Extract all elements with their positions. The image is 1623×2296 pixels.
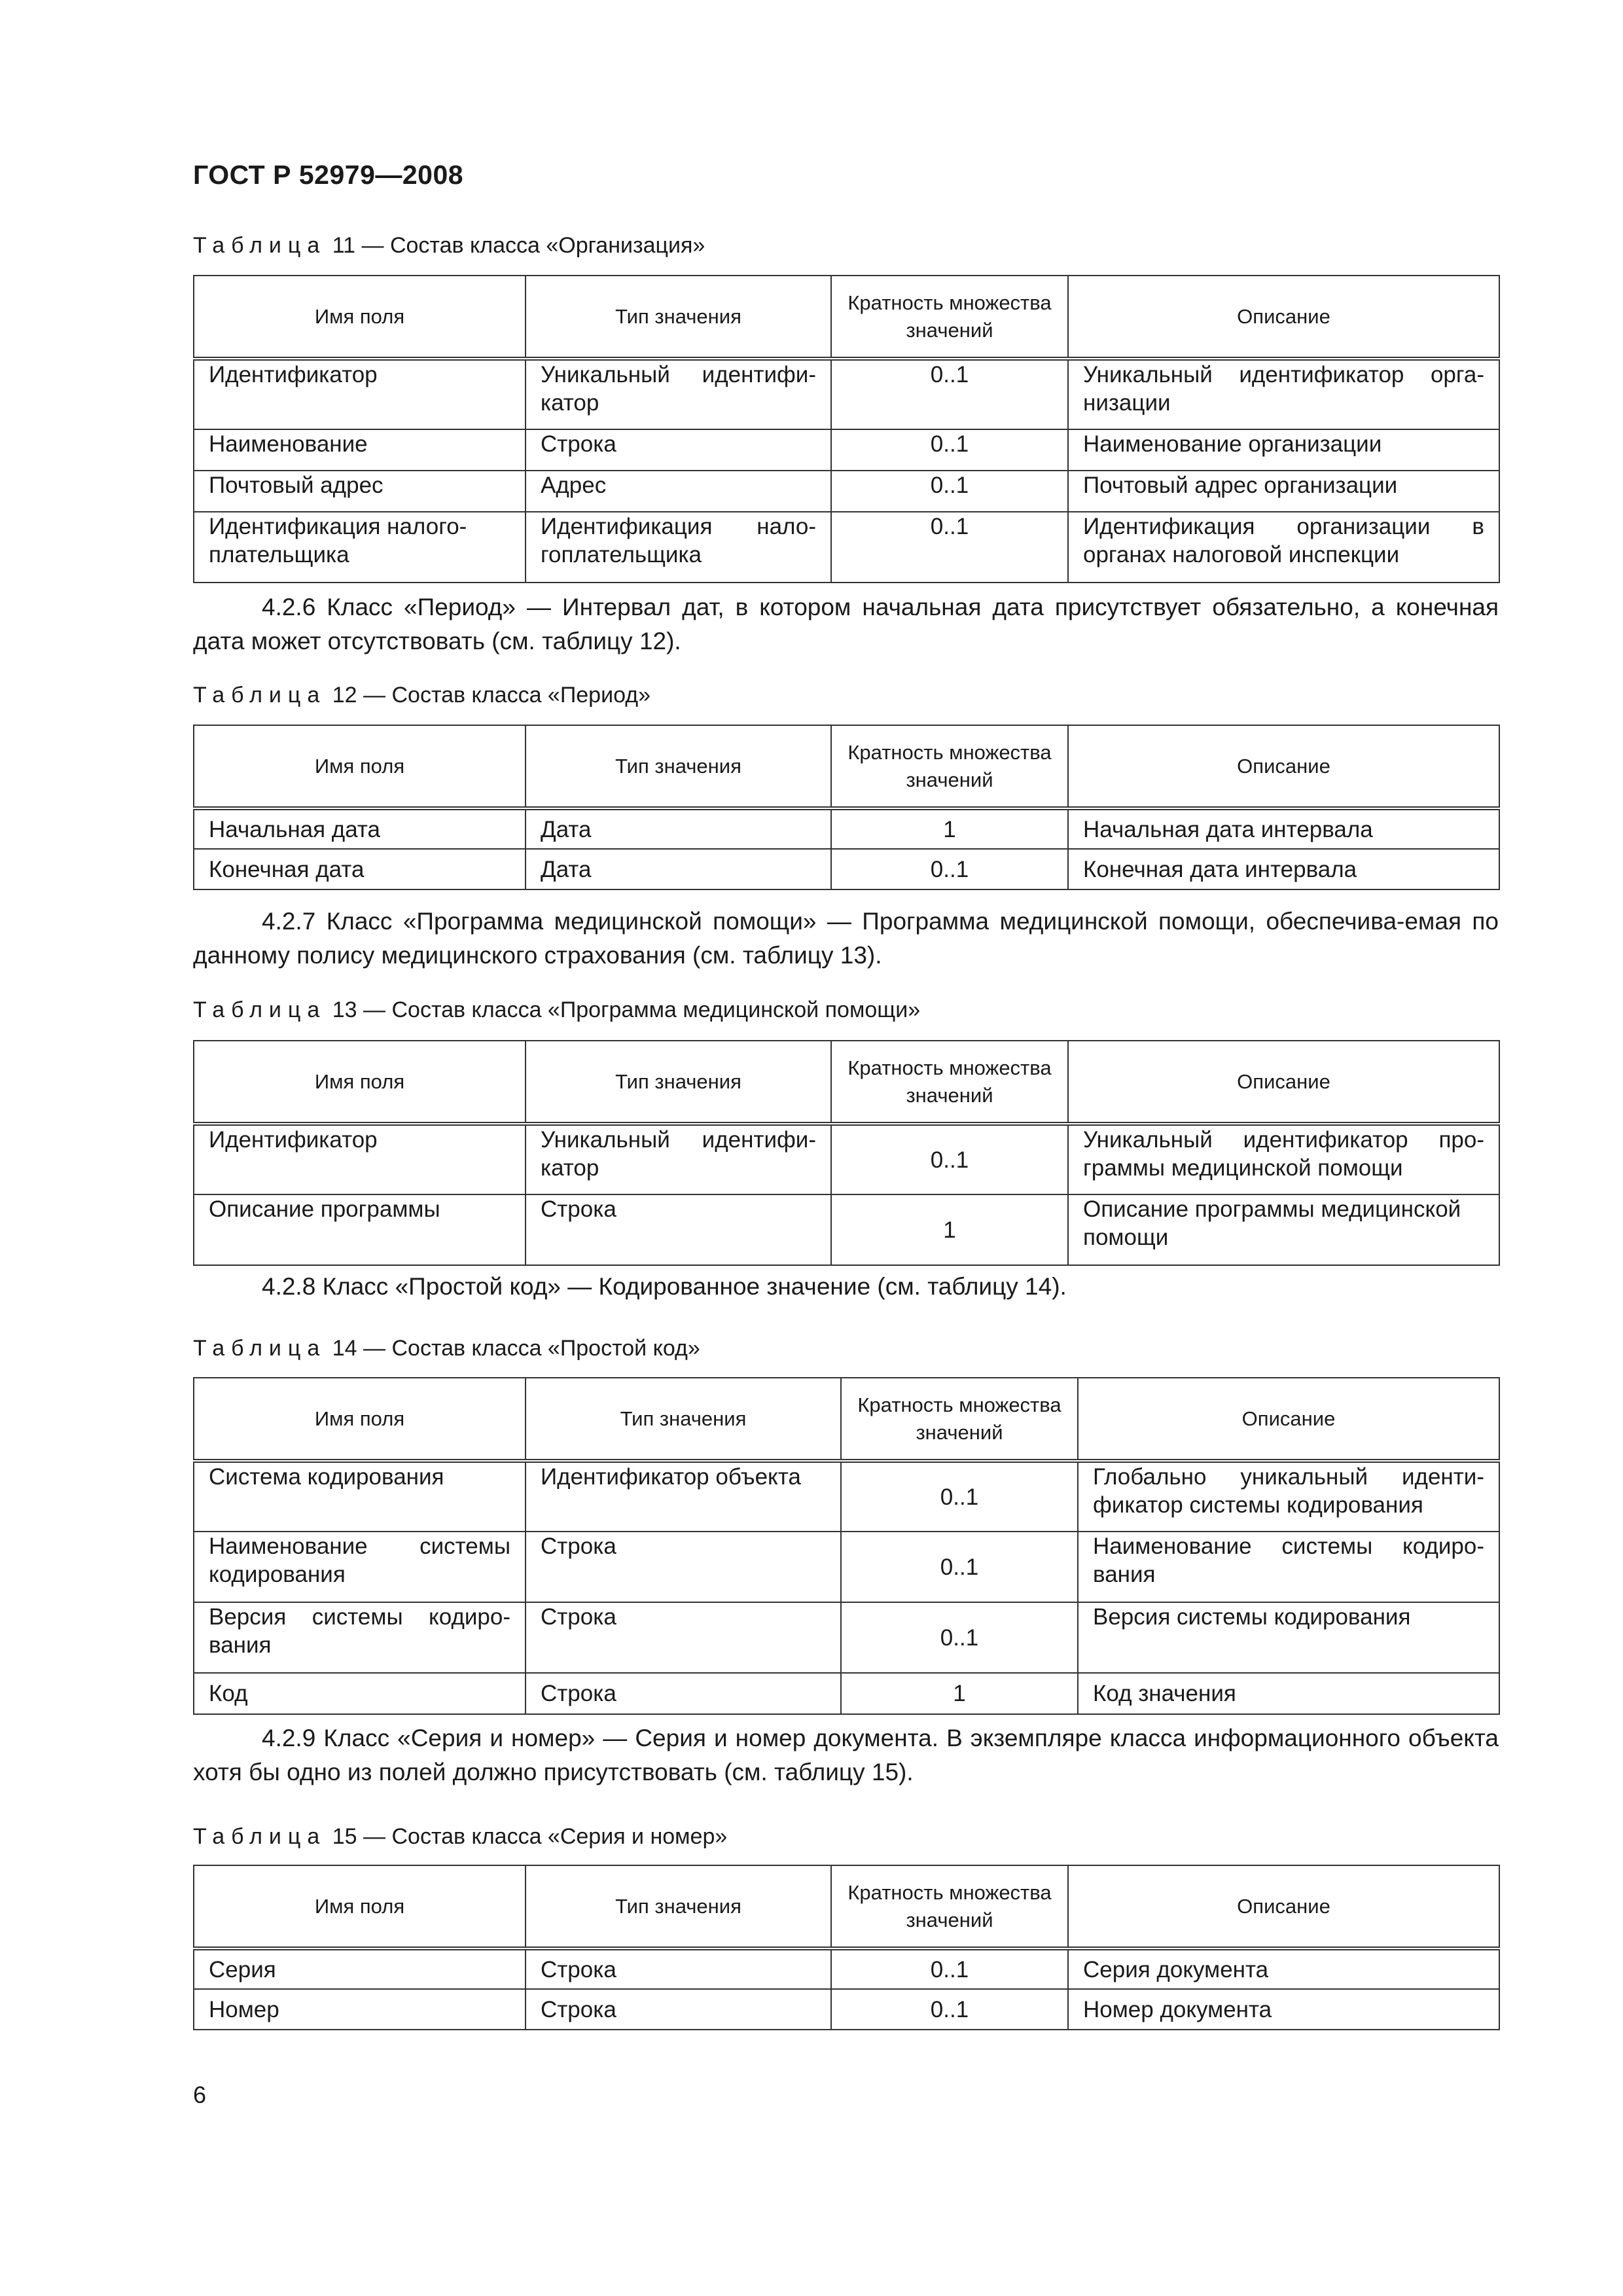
cell-description: Код значения (1078, 1673, 1499, 1714)
col-header-description: Описание (1068, 276, 1499, 359)
document-header: ГОСТ Р 52979—2008 (193, 160, 464, 190)
cell-value-type: Строка (526, 1989, 831, 2030)
cell-value-type: Идентификатор объекта (526, 1461, 841, 1532)
cell-field-name: Код (194, 1673, 526, 1714)
col-header-field-name: Имя поля (194, 276, 526, 359)
cell-field-name: Наименование системы кодирования (194, 1532, 526, 1602)
page-number: 6 (193, 2081, 207, 2108)
table-word: Таблица (193, 683, 327, 708)
table-12 (193, 725, 1500, 890)
table-header-row (194, 1865, 1499, 1948)
table-header-row (194, 1378, 1499, 1461)
table-word: Таблица (193, 1824, 327, 1849)
table-title: — Состав класса «Период» (357, 683, 651, 708)
col-header-description: Описание (1068, 1865, 1499, 1948)
col-header-multiplicity: Кратность множества значений (831, 276, 1068, 359)
cell-value-type: Строка (526, 1673, 841, 1714)
cell-multiplicity: 1 (831, 808, 1068, 849)
table-header-row (194, 725, 1499, 808)
cell-multiplicity: 1 (831, 1194, 1068, 1265)
cell-multiplicity: 0..1 (831, 471, 1068, 512)
cell-field-name: Идентификатор (194, 359, 526, 429)
cell-multiplicity: 0..1 (831, 1989, 1068, 2030)
col-header-value-type: Тип значения (526, 1865, 831, 1948)
cell-description: Уникальный идентификатор про-граммы медицинской помощи (1068, 1124, 1499, 1194)
cell-description: Наименование организации (1068, 429, 1499, 471)
cell-value-type: Строка (526, 1532, 841, 1602)
cell-value-type: Дата (526, 808, 831, 849)
table-header-row (194, 1041, 1499, 1124)
cell-value-type: Уникальный идентифи-катор (526, 1124, 831, 1194)
cell-description: Серия документа (1068, 1948, 1499, 1989)
cell-description: Наименование системы кодиро-вания (1078, 1532, 1499, 1602)
col-header-description: Описание (1078, 1378, 1499, 1461)
table-row (194, 359, 1499, 429)
paragraph-text: 4.2.9 Класс «Серия и номер» — Серия и номер документа. В экземпляре класса информационного объекта хотя бы одно из полей должно присутствовать (см. таблицу 15). (193, 1725, 1499, 1785)
table-number: 13 (332, 997, 357, 1022)
cell-value-type: Строка (526, 1194, 831, 1265)
table-number: 12 (332, 683, 357, 708)
table-number: 11 (332, 233, 356, 258)
cell-description: Конечная дата интервала (1068, 849, 1499, 889)
col-header-field-name: Имя поля (194, 1865, 526, 1948)
col-header-value-type: Тип значения (526, 1378, 841, 1461)
table-row (194, 1989, 1499, 2030)
col-header-multiplicity: Кратность множества значений (841, 1378, 1078, 1461)
cell-description: Почтовый адрес организации (1068, 471, 1499, 512)
cell-field-name: Идентификация налого-плательщика (194, 512, 526, 583)
table-row (194, 429, 1499, 471)
table-15-caption (193, 1824, 727, 1850)
col-header-field-name: Имя поля (194, 1378, 526, 1461)
table-title: — Состав класса «Серия и номер» (357, 1824, 728, 1849)
cell-multiplicity: 0..1 (841, 1461, 1078, 1532)
col-header-value-type: Тип значения (526, 276, 831, 359)
col-header-value-type: Тип значения (526, 1041, 831, 1124)
cell-field-name: Серия (194, 1948, 526, 1989)
table-header-row (194, 276, 1499, 359)
table-14 (193, 1377, 1500, 1715)
cell-field-name: Конечная дата (194, 849, 526, 889)
col-header-description: Описание (1068, 1041, 1499, 1124)
col-header-multiplicity: Кратность множества значений (831, 1865, 1068, 1948)
table-15 (193, 1865, 1500, 2030)
col-header-field-name: Имя поля (194, 1041, 526, 1124)
cell-value-type: Строка (526, 1602, 841, 1673)
table-row (194, 471, 1499, 512)
cell-field-name: Номер (194, 1989, 526, 2030)
cell-multiplicity: 0..1 (841, 1602, 1078, 1673)
cell-description: Версия системы кодирования (1078, 1602, 1499, 1673)
paragraph-4-2-8 (193, 1270, 1499, 1304)
cell-value-type: Строка (526, 1948, 831, 1989)
table-row (194, 1194, 1499, 1265)
cell-description: Глобально уникальный иденти-фикатор системы кодирования (1078, 1461, 1499, 1532)
table-word: Таблица (193, 233, 327, 258)
table-row (194, 1948, 1499, 1989)
cell-field-name: Почтовый адрес (194, 471, 526, 512)
paragraph-text: 4.2.6 Класс «Период» — Интервал дат, в котором начальная дата присутствует обязательно, а конечная дата может отсутствовать (см. таблицу 12). (193, 594, 1499, 655)
cell-field-name: Описание программы (194, 1194, 526, 1265)
table-row (194, 1532, 1499, 1602)
cell-multiplicity: 1 (841, 1673, 1078, 1714)
cell-value-type: Дата (526, 849, 831, 889)
cell-value-type: Уникальный идентифи-катор (526, 359, 831, 429)
table-number: 14 (332, 1336, 357, 1361)
cell-field-name: Система кодирования (194, 1461, 526, 1532)
cell-value-type: Адрес (526, 471, 831, 512)
cell-description: Идентификация организации в органах налоговой инспекции (1068, 512, 1499, 583)
cell-multiplicity: 0..1 (831, 1124, 1068, 1194)
cell-description: Начальная дата интервала (1068, 808, 1499, 849)
col-header-description: Описание (1068, 725, 1499, 808)
cell-description: Уникальный идентификатор орга-низации (1068, 359, 1499, 429)
table-12-caption (193, 683, 651, 708)
col-header-multiplicity: Кратность множества значений (831, 725, 1068, 808)
table-13-caption (193, 997, 920, 1023)
table-row (194, 849, 1499, 889)
col-header-multiplicity: Кратность множества значений (831, 1041, 1068, 1124)
table-title: — Состав класса «Программа медицинской помощи» (357, 997, 921, 1022)
cell-multiplicity: 0..1 (831, 429, 1068, 471)
table-row (194, 808, 1499, 849)
cell-multiplicity: 0..1 (831, 849, 1068, 889)
table-title: — Состав класса «Простой код» (357, 1336, 700, 1361)
cell-multiplicity: 0..1 (841, 1532, 1078, 1602)
table-11-caption (193, 233, 705, 259)
table-row (194, 1461, 1499, 1532)
cell-value-type: Идентификация нало-гоплательщика (526, 512, 831, 583)
cell-description: Номер документа (1068, 1989, 1499, 2030)
cell-field-name: Версия системы кодиро-вания (194, 1602, 526, 1673)
col-header-field-name: Имя поля (194, 725, 526, 808)
paragraph-text: 4.2.8 Класс «Простой код» — Кодированное значение (см. таблицу 14). (262, 1273, 1067, 1300)
cell-field-name: Наименование (194, 429, 526, 471)
cell-field-name: Идентификатор (194, 1124, 526, 1194)
table-title: — Состав класса «Организация» (355, 233, 705, 258)
paragraph-4-2-9 (193, 1721, 1499, 1789)
table-row (194, 1673, 1499, 1714)
table-word: Таблица (193, 997, 327, 1022)
cell-multiplicity: 0..1 (831, 359, 1068, 429)
paragraph-text: 4.2.7 Класс «Программа медицинской помощи» — Программа медицинской помощи, обеспечива-емая по данному полису медицинского страхования (см. таблицу 13). (193, 908, 1499, 969)
table-row (194, 1124, 1499, 1194)
table-word: Таблица (193, 1336, 327, 1361)
cell-value-type: Строка (526, 429, 831, 471)
table-row (194, 1602, 1499, 1673)
table-row (194, 512, 1499, 583)
paragraph-4-2-7 (193, 905, 1499, 973)
cell-multiplicity: 0..1 (831, 1948, 1068, 1989)
table-13 (193, 1040, 1500, 1266)
cell-field-name: Начальная дата (194, 808, 526, 849)
cell-description: Описание программы медицинской помощи (1068, 1194, 1499, 1265)
col-header-value-type: Тип значения (526, 725, 831, 808)
table-14-caption (193, 1336, 700, 1361)
paragraph-4-2-6 (193, 590, 1499, 658)
table-11 (193, 275, 1500, 583)
cell-multiplicity: 0..1 (831, 512, 1068, 583)
table-number: 15 (332, 1824, 357, 1849)
